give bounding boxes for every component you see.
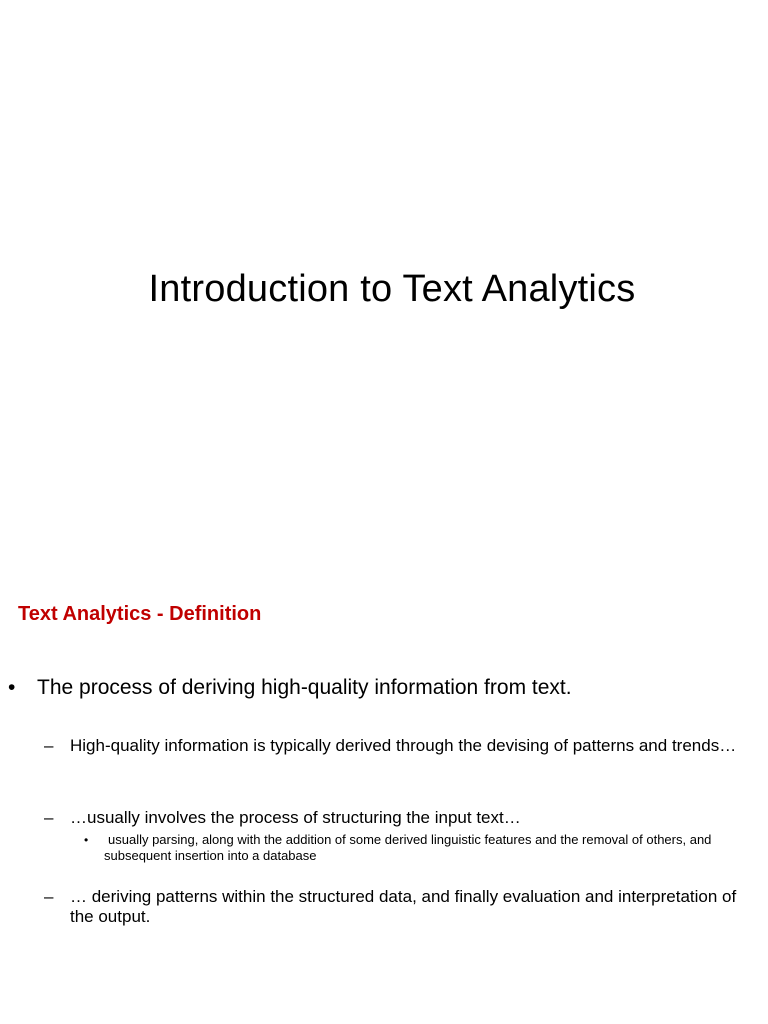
bullet-text: The process of deriving high-quality information from text.	[37, 676, 572, 699]
sub-bullet-text: …usually involves the process of structuring the input text…	[70, 808, 521, 827]
dash-marker: –	[44, 736, 54, 755]
dash-marker: –	[44, 808, 54, 827]
bullet-marker: •	[8, 676, 16, 699]
bullet-marker: •	[84, 833, 89, 847]
sub-bullet-text: High-quality information is typically derived through the devising of patterns and trends…	[70, 736, 737, 755]
sub-bullet-text: … deriving patterns within the structured data, and finally evaluation and interpretation of the output.	[70, 887, 737, 926]
slide-title: Introduction to Text Analytics	[148, 268, 636, 310]
section-heading: Text Analytics - Definition	[18, 603, 262, 625]
sub-sub-bullet-text: usually parsing, along with the addition of some derived linguistic features and the removal of others, and subsequent insertion into a database	[104, 832, 712, 863]
dash-marker: –	[44, 887, 54, 906]
